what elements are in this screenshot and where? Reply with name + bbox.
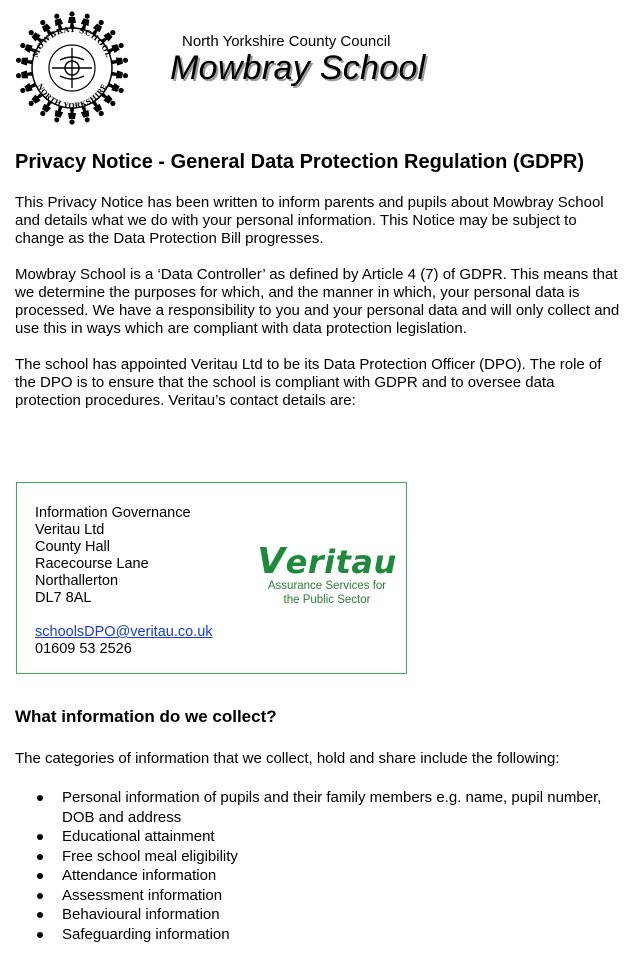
school-seal-logo — [14, 10, 130, 126]
contact-line: Northallerton — [35, 573, 119, 589]
school-name: Mowbray School — [170, 49, 426, 87]
list-item: Free school meal eligibility — [15, 847, 615, 867]
veritau-tagline-2: the Public Sector — [283, 594, 371, 606]
list-item: Educational attainment — [15, 827, 615, 847]
list-item: Personal information of pupils and their family members e.g. name, pupil number, DOB and address — [15, 788, 615, 827]
council-name: North Yorkshire County Council — [182, 33, 391, 50]
page-title: Privacy Notice - General Data Protection Regulation (GDPR) — [15, 151, 585, 173]
list-item: Behavioural information — [15, 905, 615, 925]
page-header — [0, 0, 635, 140]
dpo-paragraph: The school has appointed Veritau Ltd to be its Data Protection Officer (DPO). The role of the DPO is to ensure that the school is compliant with GDPR and to oversee data protection procedures. Veritau’s contact details are: — [15, 356, 602, 409]
list-item: Safeguarding information — [15, 925, 615, 945]
collect-intro: The categories of information that we collect, hold and share include the following: — [15, 750, 560, 767]
veritau-tagline-1: Assurance Services for — [267, 580, 387, 592]
veritau-logo — [257, 541, 397, 607]
intro-paragraph: This Privacy Notice has been written to inform parents and pupils about Mowbray School and details what we do with your personal information. This Notice may be subject to change as the Data Protection Bill progresses. — [15, 194, 604, 247]
contact-address — [35, 505, 213, 658]
contact-line: Veritau Ltd — [35, 522, 105, 538]
list-item: Assessment information — [15, 886, 615, 906]
dpo-phone: 01609 53 2526 — [35, 641, 132, 657]
contact-line: DL7 8AL — [35, 590, 92, 606]
data-controller-paragraph: Mowbray School is a ‘Data Controller’ as defined by Article 4 (7) of GDPR. This means that we determine the purposes for which, and the manner in which, your personal data is processed. We have a responsibility to you and your personal data and will only collect and use this in ways which are compliant with data protection legislation. — [15, 266, 620, 337]
contact-line: Information Governance — [35, 505, 191, 521]
notice-body — [15, 150, 620, 410]
seal-bottom-text: NORTH YORKSHIRE — [35, 81, 109, 111]
dpo-email-link[interactable]: schoolsDPO@veritau.co.uk — [35, 624, 213, 640]
contact-line: County Hall — [35, 539, 110, 555]
dpo-contact-box — [16, 482, 407, 674]
collect-list — [15, 788, 615, 944]
seal-top-text: MOWBRAY SCHOOL — [30, 24, 114, 59]
collect-heading: What information do we collect? — [15, 707, 277, 726]
contact-line: Racecourse Lane — [35, 556, 149, 572]
veritau-wordmark: Veritau — [257, 541, 397, 582]
list-item: Attendance information — [15, 866, 615, 886]
